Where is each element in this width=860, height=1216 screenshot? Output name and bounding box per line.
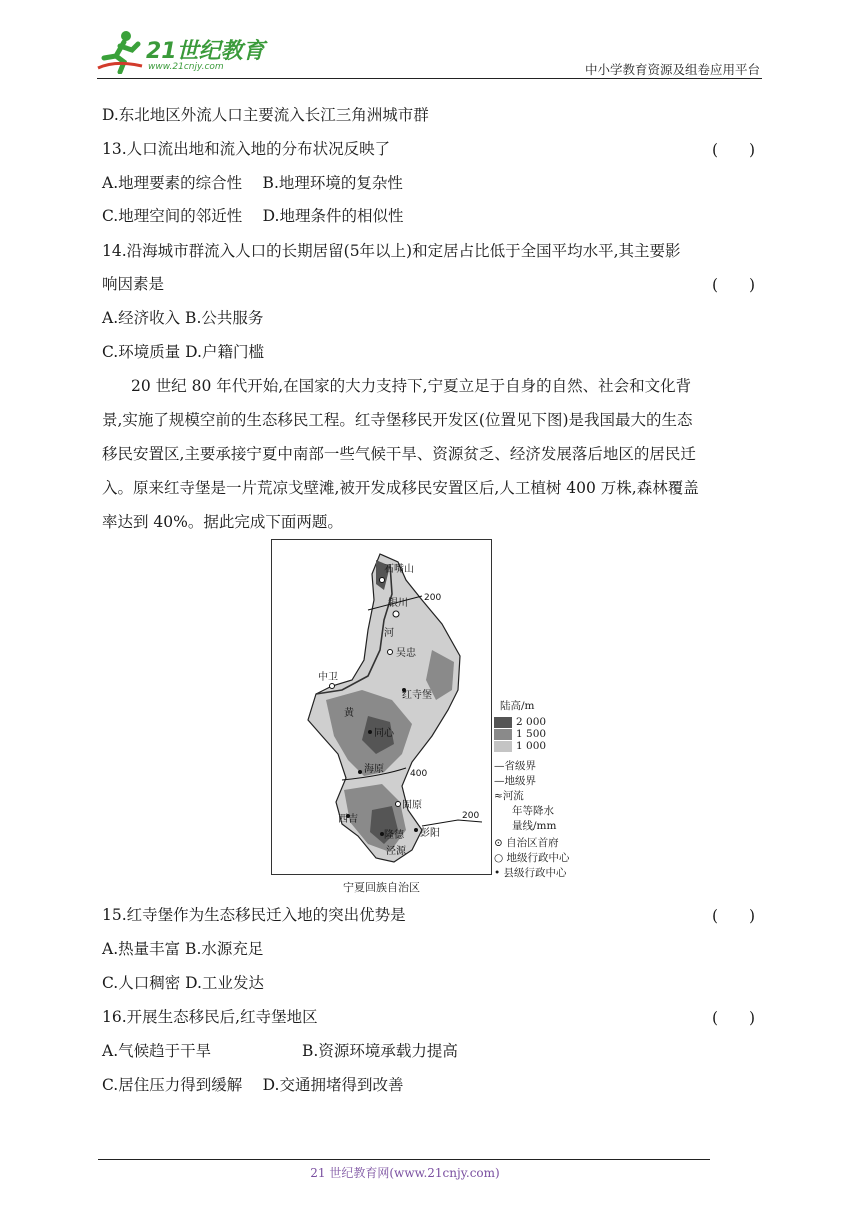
label-shizuishan: 石嘴山 xyxy=(384,564,414,575)
options-16cd: C.居住压力得到缓解 D.交通拥堵得到改善 xyxy=(102,1076,404,1094)
legend-label-iso2: 量线/mm xyxy=(512,820,557,832)
options-13cd: C.地理空间的邻近性 D.地理条件的相似性 xyxy=(102,207,404,225)
question-16: 16.开展生态移民后,红寺堡地区 xyxy=(102,1008,318,1026)
legend-label-river: 河流 xyxy=(502,790,524,802)
legend-swatch-1000 xyxy=(494,741,512,752)
legend-label-2000: 2 000 xyxy=(516,716,547,728)
label-yinchuan: 银川 xyxy=(388,598,408,609)
options-14ab: A.经济收入 B.公共服务 xyxy=(102,309,264,327)
footer-rule xyxy=(98,1159,710,1160)
label-pengyang: 彭阳 xyxy=(420,828,440,839)
option-16b: B.资源环境承载力提高 xyxy=(302,1042,458,1060)
capital-icon: ⊙ xyxy=(494,837,507,849)
legend-label-1500: 1 500 xyxy=(516,728,547,740)
map-legend xyxy=(494,698,604,880)
ningxia-map-figure xyxy=(271,539,492,875)
legend-capital xyxy=(494,835,604,850)
option-16a: A.气候趋于干旱 xyxy=(102,1042,212,1060)
logo-text: 21世纪教育 xyxy=(146,39,265,64)
answer-bracket-13[interactable]: ( ) xyxy=(712,141,756,159)
options-14cd: C.环境质量 D.户籍门槛 xyxy=(102,343,264,361)
label-zhongwei: 中卫 xyxy=(318,672,338,683)
county-marker xyxy=(368,730,372,734)
ningxia-map xyxy=(272,540,491,874)
header xyxy=(0,0,860,80)
header-rule xyxy=(97,78,762,79)
legend-label-1000: 1 000 xyxy=(516,740,547,752)
legend-elevation-2000 xyxy=(494,716,604,728)
legend-isohyet-unit xyxy=(494,818,604,833)
legend-province-border xyxy=(494,758,604,773)
passage-line-2: 景,实施了规模空前的生态移民工程。红寺堡移民开发区(位置见下图)是我国最大的生态 xyxy=(102,411,693,429)
label-river-huang: 黄 xyxy=(344,708,354,719)
passage-line-1: 20 世纪 80 年代开始,在国家的大力支持下,宁夏立足于自身的自然、社会和文化背 xyxy=(131,377,692,395)
label-tongxin: 同心 xyxy=(374,728,394,739)
logo-url: www.21cnjy.com xyxy=(148,62,224,72)
city-marker xyxy=(396,802,401,807)
legend-title: 陆高/m xyxy=(500,700,535,712)
passage-line-4: 入。原来红寺堡是一片荒凉戈壁滩,被开发成移民安置区后,人工植树 400 万株,森林覆盖 xyxy=(102,479,699,497)
option-12d: D.东北地区外流人口主要流入长江三角洲城市群 xyxy=(102,106,429,124)
county-marker xyxy=(358,770,362,774)
legend-river xyxy=(494,788,604,803)
label-xiji: 西吉 xyxy=(338,814,358,825)
question-14-line1: 14.沿海城市群流入人口的长期居留(5年以上)和定居占比低于全国平均水平,其主要影 xyxy=(102,242,681,260)
county-marker xyxy=(414,828,418,832)
legend-isohyet xyxy=(494,803,604,818)
question-13: 13.人口流出地和流入地的分布状况反映了 xyxy=(102,140,391,158)
label-wuzhong: 吴忠 xyxy=(396,648,416,659)
line-icon: — xyxy=(494,775,505,787)
legend-swatch-2000 xyxy=(494,717,512,728)
city-marker xyxy=(380,578,385,583)
line-icon: — xyxy=(494,760,505,772)
options-15cd: C.人口稠密 D.工业发达 xyxy=(102,974,264,992)
legend-label-capital: 自治区首府 xyxy=(506,837,559,849)
options-13ab: A.地理要素的综合性 B.地理环境的复杂性 xyxy=(102,174,403,192)
label-haiyuan: 海原 xyxy=(364,764,384,775)
label-guyuan: 固原 xyxy=(402,800,422,811)
answer-bracket-15[interactable]: ( ) xyxy=(712,907,756,925)
question-14-line2: 响因素是 xyxy=(102,275,165,293)
answer-bracket-16[interactable]: ( ) xyxy=(712,1009,756,1027)
label-isohyet-200-north: 200 xyxy=(424,593,442,603)
legend-label-pref: 地级界 xyxy=(504,775,536,787)
city-marker xyxy=(388,650,393,655)
label-river-he: 河 xyxy=(384,628,394,639)
legend-label-iso1: 年等降水 xyxy=(512,805,554,817)
prefecture-center-icon: ○ xyxy=(494,852,507,864)
passage-line-3: 移民安置区,主要承接宁夏中南部一些气候干旱、资源贫乏、经济发展落后地区的居民迁 xyxy=(102,445,696,463)
label-hongsibao: 红寺堡 xyxy=(402,690,432,701)
legend-swatch-1500 xyxy=(494,729,512,740)
label-jingyuan: 泾源 xyxy=(386,846,406,857)
runner-logo-icon xyxy=(96,28,146,74)
capital-marker xyxy=(393,611,399,617)
question-15: 15.红寺堡作为生态移民迁入地的突出优势是 xyxy=(102,906,406,924)
county-center-icon: • xyxy=(494,867,504,879)
legend-elevation-1500 xyxy=(494,728,604,740)
map-caption: 宁夏回族自治区 xyxy=(343,881,420,894)
options-15ab: A.热量丰富 B.水源充足 xyxy=(102,940,264,958)
legend-label-prov: 省级界 xyxy=(504,760,536,772)
legend-label-prefc: 地级行政中心 xyxy=(506,852,570,864)
label-longde: 隆德 xyxy=(384,830,404,841)
river-icon: ≈ xyxy=(494,790,503,802)
city-marker xyxy=(330,684,335,689)
footer-link[interactable]: 21 世纪教育网(www.21cnjy.com) xyxy=(310,1166,500,1180)
legend-prefecture-center xyxy=(494,850,604,865)
passage-line-5: 率达到 40%。据此完成下面两题。 xyxy=(102,513,343,531)
label-isohyet-200-south: 200 xyxy=(462,811,480,821)
answer-bracket-14[interactable]: ( ) xyxy=(712,276,756,294)
legend-label-county: 县级行政中心 xyxy=(503,867,567,879)
label-isohyet-400: 400 xyxy=(410,769,428,779)
platform-name: 中小学教育资源及组卷应用平台 xyxy=(584,62,760,77)
legend-prefecture-border xyxy=(494,773,604,788)
legend-county-center xyxy=(494,865,604,880)
legend-elevation-1000 xyxy=(494,740,604,752)
